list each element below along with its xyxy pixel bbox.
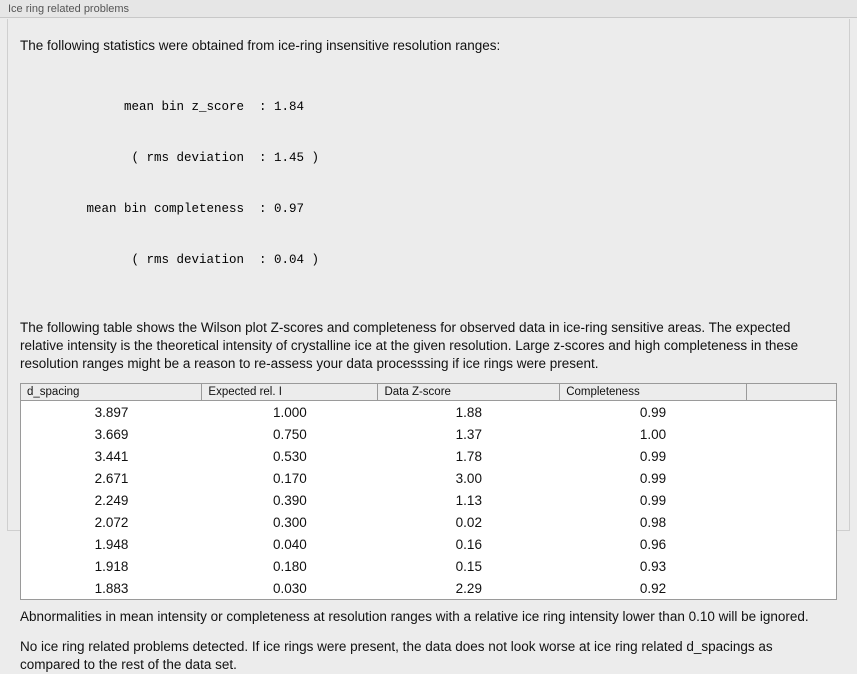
statistics-block	[54, 65, 837, 303]
table-body	[21, 401, 836, 600]
cell-data-z-score: 0.15	[378, 555, 560, 577]
cell-expected-rel-i: 0.180	[202, 555, 378, 577]
table-row[interactable]	[21, 445, 836, 467]
window-titlebar	[0, 0, 857, 18]
cell-data-z-score: 3.00	[378, 467, 560, 489]
cell-completeness: 0.98	[560, 511, 747, 533]
table-row[interactable]	[21, 577, 836, 599]
cell-expected-rel-i: 1.000	[202, 401, 378, 424]
cell-completeness: 1.00	[560, 423, 747, 445]
stat-value: : 1.84	[259, 100, 305, 114]
cell-data-z-score: 1.78	[378, 445, 560, 467]
cell-data-z-score: 0.02	[378, 511, 560, 533]
table-row[interactable]	[21, 511, 836, 533]
cell-spacer	[746, 511, 836, 533]
cell-d-spacing: 2.072	[21, 511, 202, 533]
table-header-row	[21, 384, 836, 401]
column-header-d-spacing[interactable]: d_spacing	[21, 384, 202, 401]
cell-d-spacing: 3.897	[21, 401, 202, 424]
conclusion-text: No ice ring related problems detected. If ice rings were present, the data does not look worse at ice ring related d_spacings as compared to the rest of the data set.	[20, 639, 773, 672]
stat-row	[54, 201, 837, 218]
cell-d-spacing: 2.671	[21, 467, 202, 489]
cell-spacer	[746, 555, 836, 577]
cell-data-z-score: 1.13	[378, 489, 560, 511]
cell-expected-rel-i: 0.040	[202, 533, 378, 555]
table-row[interactable]	[21, 489, 836, 511]
stat-label: mean bin completeness	[86, 202, 244, 216]
stat-label: ( rms deviation	[131, 253, 244, 267]
description-text: The following table shows the Wilson plot Z-scores and completeness for observed data in ice-ring sensitive areas. The expected relative intensity is the theoretical intensity of crystalline ice at the given resolution. Large z-scores and high completeness in these resolution ranges might be a reason to re-assess your data processsing if ice rings were present.	[20, 320, 799, 371]
cell-d-spacing: 1.948	[21, 533, 202, 555]
cell-spacer	[746, 401, 836, 424]
cell-completeness: 0.99	[560, 401, 747, 424]
cell-expected-rel-i: 0.030	[202, 577, 378, 599]
stat-value: : 1.45 )	[259, 151, 320, 165]
cell-d-spacing: 1.918	[21, 555, 202, 577]
table-row[interactable]	[21, 467, 836, 489]
intro-text: The following statistics were obtained from ice-ring insensitive resolution ranges:	[20, 38, 501, 53]
table-row[interactable]	[21, 533, 836, 555]
report-content	[7, 19, 850, 672]
cell-d-spacing: 2.249	[21, 489, 202, 511]
cell-data-z-score: 1.37	[378, 423, 560, 445]
cell-d-spacing: 1.883	[21, 577, 202, 599]
cell-expected-rel-i: 0.300	[202, 511, 378, 533]
window-title: Ice ring related problems	[8, 2, 130, 15]
cell-expected-rel-i: 0.750	[202, 423, 378, 445]
table-row[interactable]	[21, 555, 836, 577]
ice-ring-table	[21, 384, 836, 599]
cell-completeness: 0.96	[560, 533, 747, 555]
stat-value: : 0.04 )	[259, 253, 320, 267]
cell-spacer	[746, 467, 836, 489]
cell-spacer	[746, 489, 836, 511]
cell-data-z-score: 0.16	[378, 533, 560, 555]
column-header-data-z-score[interactable]: Data Z-score	[378, 384, 560, 401]
ignore-note-text: Abnormalities in mean intensity or completeness at resolution ranges with a relative ice ring intensity lower than 0.10 will be ignored.	[20, 609, 809, 624]
cell-expected-rel-i: 0.390	[202, 489, 378, 511]
cell-d-spacing: 3.669	[21, 423, 202, 445]
cell-expected-rel-i: 0.530	[202, 445, 378, 467]
stat-label: mean bin z_score	[123, 100, 244, 114]
cell-data-z-score: 2.29	[378, 577, 560, 599]
cell-completeness: 0.99	[560, 467, 747, 489]
table-row[interactable]	[21, 423, 836, 445]
stat-label: ( rms deviation	[131, 151, 244, 165]
stat-row	[54, 150, 837, 167]
cell-d-spacing: 3.441	[21, 445, 202, 467]
table-row[interactable]	[21, 401, 836, 424]
stat-row	[54, 99, 837, 116]
cell-spacer	[746, 533, 836, 555]
stat-value: : 0.97	[259, 202, 305, 216]
cell-spacer	[746, 445, 836, 467]
cell-completeness: 0.99	[560, 445, 747, 467]
stat-row	[54, 252, 837, 269]
cell-completeness: 0.99	[560, 489, 747, 511]
column-header-spacer[interactable]	[746, 384, 836, 401]
cell-spacer	[746, 577, 836, 599]
ice-ring-table-container	[20, 383, 837, 600]
column-header-completeness[interactable]: Completeness	[560, 384, 747, 401]
cell-data-z-score: 1.88	[378, 401, 560, 424]
cell-completeness: 0.92	[560, 577, 747, 599]
cell-completeness: 0.93	[560, 555, 747, 577]
cell-spacer	[746, 423, 836, 445]
cell-expected-rel-i: 0.170	[202, 467, 378, 489]
column-header-expected-rel-i[interactable]: Expected rel. I	[202, 384, 378, 401]
